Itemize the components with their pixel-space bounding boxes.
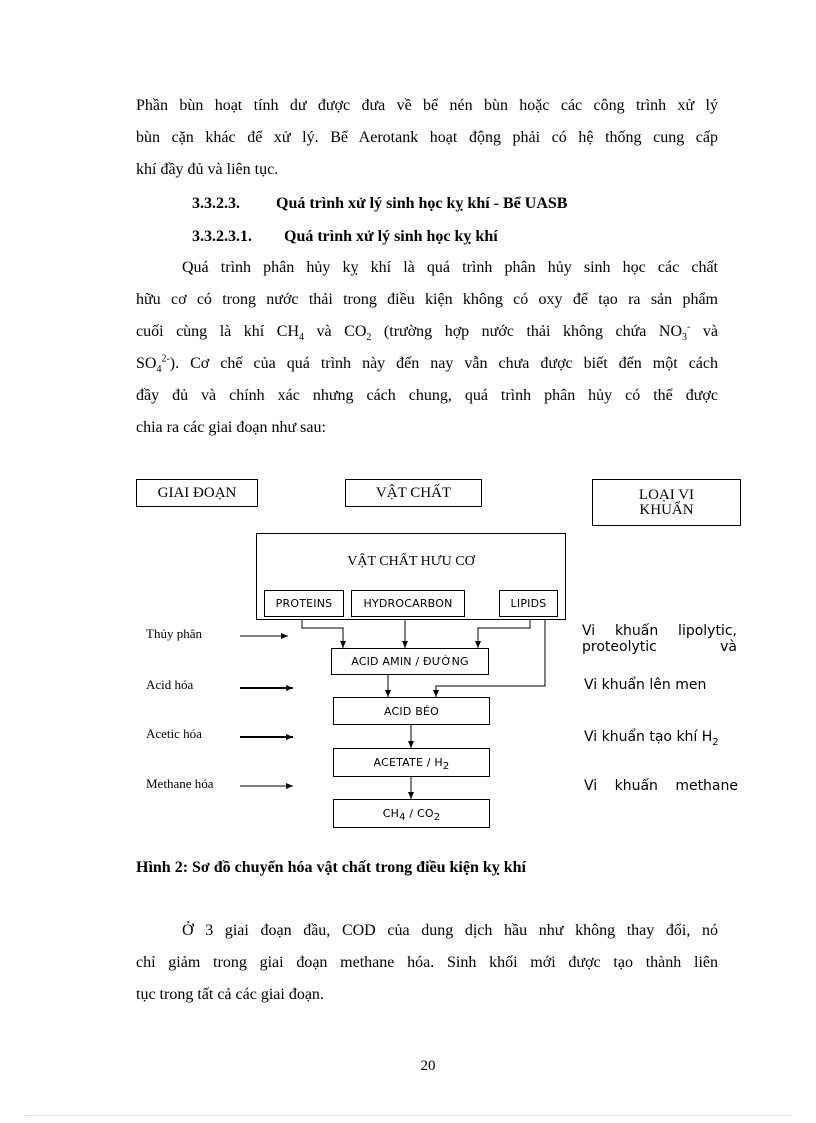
text-line: chia ra các giai đoạn như sau:	[136, 419, 326, 436]
connector-proteins	[302, 617, 343, 648]
text-line: tục trong tất cả các giai đoạn.	[136, 986, 324, 1003]
figure-caption: Hình 2: Sơ đồ chuyển hóa vật chất trong điều kiện kỵ khí	[136, 859, 526, 876]
page-number: 20	[420, 1058, 436, 1074]
acetate-label: ACETATE / $H_2$	[373, 756, 450, 773]
text-line: bùn cặn khác để xử lý. Bể Aerotank hoạt động phải có hệ thống cung cấp	[136, 129, 718, 146]
heading-number: 3.3.2.3.1.	[192, 228, 252, 245]
fatty-acid-label: ACID BÉO	[384, 704, 439, 718]
proteins-label: PROTEINS	[275, 597, 333, 610]
lipids-label: LIPIDS	[510, 597, 547, 610]
stage-methanogenesis: Methane hóa	[146, 776, 214, 791]
text-line: cuối cùng là khí $CH_4$ và $CO_2$ (trường hợp nước thải không chứa $NO_3^-$ và	[136, 321, 718, 344]
page-bottom-divider	[24, 1115, 792, 1116]
bacteria-hydrolytic: Vi khuẩn lipolytic, proteolytic và	[582, 623, 737, 655]
text-line: Ở 3 giai đoạn đầu, COD của dung dịch hầu như không thay đổi, nó	[182, 922, 718, 939]
amino-acid-label: ACID AMIN / ĐƯỜNG	[351, 655, 469, 668]
bacteria-fermentative: Vi khuẩn lên men	[584, 677, 707, 693]
header-matter-box	[345, 479, 482, 507]
text-line: Phần bùn hoạt tính dư được đưa về bể nén bùn hoặc các công trình xử lý	[136, 97, 718, 114]
amino-acid-box	[331, 648, 489, 675]
connector-lipids-amino	[478, 617, 530, 648]
heading-title: Quá trình xử lý sinh học kỵ khí - Bể UASB	[276, 195, 568, 212]
text-line: Quá trình phân hủy kỵ khí là quá trình phân hủy sinh học các chất	[182, 259, 718, 276]
proteins-box	[264, 590, 344, 617]
bacteria-hydrogen: Vi khuẩn tạo khí $H_2$	[584, 729, 719, 748]
header-stage-label: GIAI ĐOẠN	[157, 484, 237, 501]
lipids-box	[499, 590, 558, 617]
stage-acidogenesis: Acid hóa	[146, 677, 194, 692]
text-line: $SO_4^{2-}$). Cơ chế của quá trình này đến nay vẫn chưa được biết đến một cách	[136, 353, 718, 376]
fatty-acid-box	[333, 697, 490, 725]
paragraph-cod	[136, 915, 718, 1011]
heading-number: 3.3.2.3.	[192, 195, 240, 212]
text-line: hữu cơ có trong nước thải trong điều kiện không có oxy để tạo ra sản phẩm	[136, 291, 718, 308]
header-bacteria-label: KHUẨN	[639, 501, 694, 518]
hydrocarbon-label: HYDROCARBON	[363, 597, 453, 610]
text-line: đầy đủ và chính xác nhưng cách chung, quá trình phân hủy có thể được	[136, 387, 718, 404]
heading-title: Quá trình xử lý sinh học kỵ khí	[284, 228, 498, 245]
header-bacteria-box	[592, 479, 741, 526]
hydrocarbon-box	[351, 590, 465, 617]
header-stage-box	[136, 479, 258, 507]
methane-label: $CH_4 / CO_2$	[382, 807, 441, 824]
methane-box	[333, 799, 490, 828]
header-matter-label: VẬT CHẤT	[375, 484, 452, 501]
organic-matter-label: VẬT CHẤT HƯU CƠ	[347, 554, 475, 569]
header-bacteria-label: LOẠI VI	[638, 486, 695, 503]
stage-hydrolysis: Thủy phân	[146, 626, 202, 641]
acetate-box	[333, 748, 490, 777]
text-line: chỉ giảm trong giai đoạn methane hóa. Sinh khối mới được tạo thành liên	[136, 954, 718, 971]
text-line: khí đầy đủ và liên tục.	[136, 161, 279, 178]
stage-acetogenesis: Acetic hóa	[146, 726, 202, 741]
bacteria-methane: Vi khuẩn methane	[584, 778, 738, 794]
